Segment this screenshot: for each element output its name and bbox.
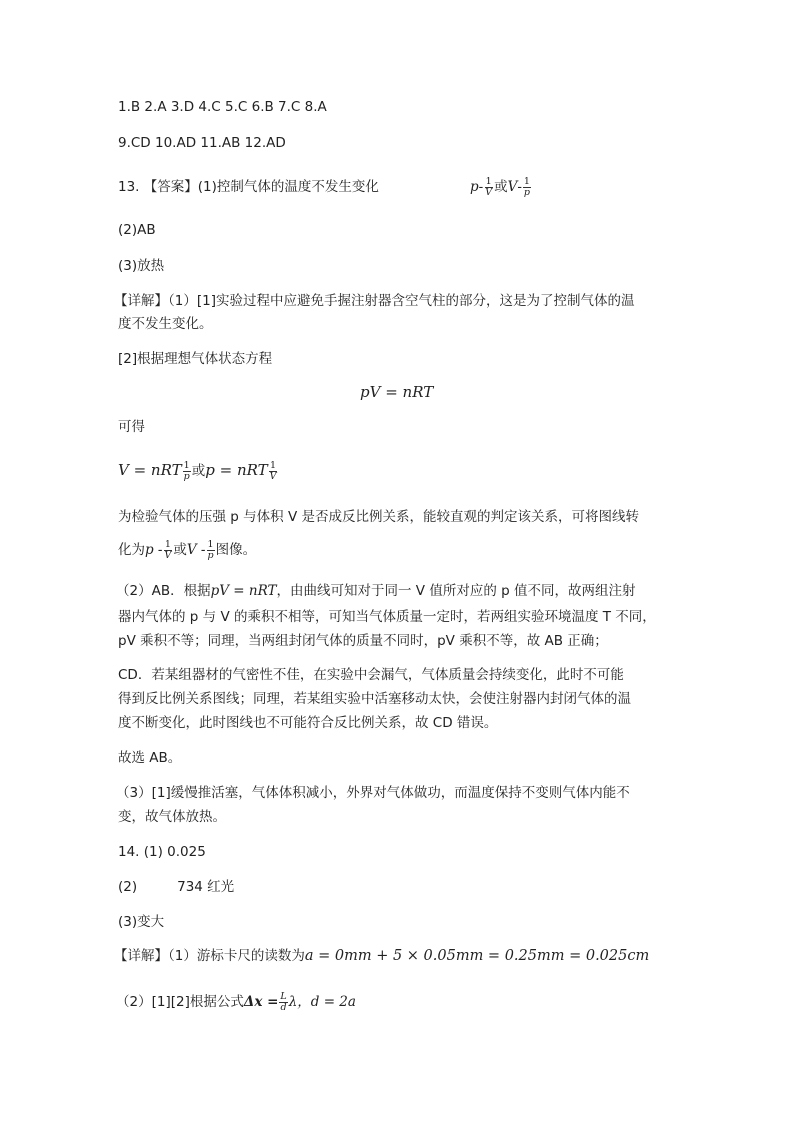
q13-para-4b: 器内气体的 p 与 V 的乘积不相等，可知当气体质量一定时，若两组实验环境温度 T 不同， xyxy=(118,609,656,625)
q13-detail-1a: 【详解】（1）[1]实验过程中应避免手握注射器含空气柱的部分，这是为了控制气体的温 xyxy=(114,293,635,309)
q14-detail-1: 【详解】（1）游标卡尺的读数为a = 0mm + 5 × 0.05mm = 0.25mm = 0.025cm xyxy=(114,948,650,964)
q13-detail-1b: 度不发生变化。 xyxy=(118,316,213,332)
q13-para-5b: 得到反比例关系图线；同理，若某组实验中活塞移动太快，会使注射器内封闭气体的温 xyxy=(118,691,631,707)
q13-para-3a: 为检验气体的压强 p 与体积 V 是否成反比例关系，能较直观的判定该关系，可将图线转 xyxy=(118,509,639,525)
q14-answer-2: (2) 734 红光 xyxy=(118,879,235,895)
q13-para-6: 故选 AB。 xyxy=(118,750,182,766)
q13-detail-2: [2]根据理想气体状态方程 xyxy=(118,351,273,367)
q13-derived-equation: V = nRT $\frac{1}{p}$ 或p = nRT $\frac{1}{V}$ xyxy=(118,459,277,482)
q13-answer-1: 13. 【答案】(1)控制气体的温度不发生变化 xyxy=(118,179,379,195)
ideal-gas-equation: pV = nRT xyxy=(360,383,434,401)
q13-answer-3: (3)放热 xyxy=(118,258,165,274)
q14-detail-2: （2）[1][2]根据公式Δx = $\frac{L}{d}$ λ，d = 2a xyxy=(116,990,356,1013)
q13-kede: 可得 xyxy=(118,419,145,435)
q13-para-7b: 变，故气体放热。 xyxy=(118,809,226,825)
q13-answer-formula: p- $\frac{1}{V}$ 或V- $\frac{1}{p}$ xyxy=(470,176,530,198)
q13-para-4a: （2）AB．根据pV = nRT，由曲线可知对于同一 V 值所对应的 p 值不同，故两组注射 xyxy=(116,583,636,599)
q13-para-3b: 化为p - $\frac{1}{V}$ 或V - $\frac{1}{p}$ 图像。 xyxy=(118,538,257,561)
q14-answer-1: 14. (1) 0.025 xyxy=(118,844,206,860)
q14-answer-3: (3)变大 xyxy=(118,914,165,930)
q13-para-5c: 度不断变化，此时图线也不可能符合反比例关系，故 CD 错误。 xyxy=(118,715,498,731)
choice-answers-1: 1.B 2.A 3.D 4.C 5.C 6.B 7.C 8.A xyxy=(118,99,327,115)
choice-answers-2: 9.CD 10.AD 11.AB 12.AD xyxy=(118,135,286,151)
q13-para-7a: （3）[1]缓慢推活塞，气体体积减小，外界对气体做功，而温度保持不变则气体内能不 xyxy=(116,785,630,801)
q13-para-5a: CD．若某组器材的气密性不佳，在实验中会漏气，气体质量会持续变化，此时不可能 xyxy=(118,667,624,683)
q13-answer-2: (2)AB xyxy=(118,222,156,238)
q13-para-4c: pV 乘积不等；同理，当两组封闭气体的质量不同时，pV 乘积不等，故 AB 正确； xyxy=(118,633,608,649)
